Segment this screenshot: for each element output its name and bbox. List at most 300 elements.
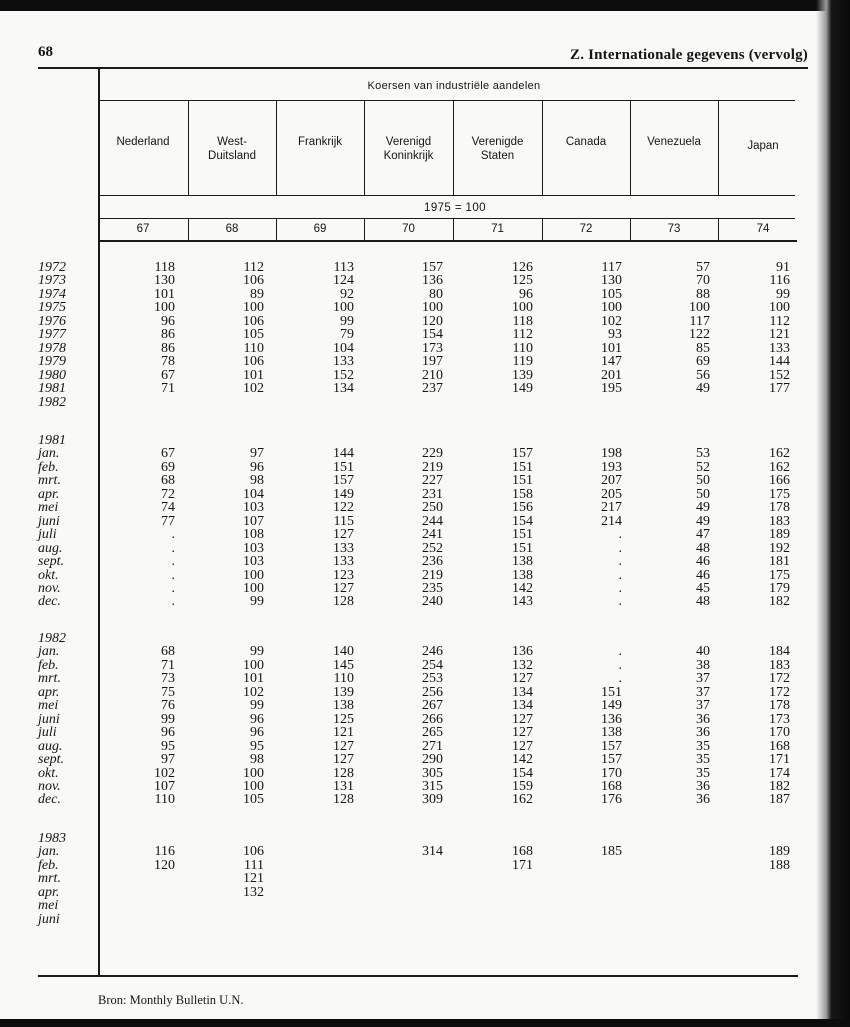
cell-frankrijk: 145 [333,657,354,673]
cell-nederland: 107 [154,778,175,794]
row-label: mei [38,898,59,914]
scan-border-right [816,0,850,1027]
table-row [0,699,800,713]
table-row [0,396,800,410]
cell-venezuela: 46 [696,567,710,583]
cell-venezuela: 38 [696,657,710,673]
cell-japan: 182 [769,778,790,794]
row-label: 1981 [38,381,66,397]
cell-verenigd-koninkrijk: 120 [422,313,443,329]
cell-venezuela: 85 [696,340,710,356]
column-header-verenigd-koninkrijk [364,135,453,163]
cell-canada: . [618,671,622,687]
cell-west-duitsland: 98 [250,473,264,489]
cell-verenigd-koninkrijk: 240 [422,594,443,610]
cell-canada: 101 [601,340,622,356]
period-label: 1983 [38,831,66,846]
column-header-line: Verenigd [385,136,432,148]
cell-japan: 178 [769,698,790,714]
table-row [0,355,800,369]
cell-japan: 133 [769,340,790,356]
cell-verenigde-staten: 162 [512,792,533,808]
row-label: 1977 [38,327,66,343]
cell-frankrijk: 149 [333,486,354,502]
cell-venezuela: 49 [696,513,710,529]
table-row [0,447,800,461]
cell-west-duitsland: 101 [243,367,264,383]
table-row [0,261,800,275]
table-title: Koersen van industriële aandelen [367,80,541,92]
cell-canada: 136 [601,711,622,727]
cell-canada: . [618,540,622,556]
cell-verenigde-staten: 168 [512,844,533,860]
cell-japan: 170 [769,725,790,741]
cell-verenigd-koninkrijk: 267 [422,698,443,714]
cell-venezuela: 37 [696,684,710,700]
cell-west-duitsland: 105 [243,327,264,343]
cell-verenigd-koninkrijk: 315 [422,778,443,794]
row-label: 1982 [38,394,66,410]
table-row [0,780,800,794]
cell-venezuela: 50 [696,486,710,502]
cell-frankrijk: 127 [333,580,354,596]
cell-nederland: 67 [161,446,175,462]
column-code: 70 [402,223,415,235]
table-row [0,713,800,727]
cell-west-duitsland: 100 [243,580,264,596]
cell-japan: 183 [769,513,790,529]
table-row [0,899,800,913]
cell-verenigd-koninkrijk: 154 [422,327,443,343]
column-code: 69 [313,223,327,235]
column-code: 72 [579,223,593,235]
row-label: jan. [38,844,60,860]
cell-verenigde-staten: 134 [512,698,533,714]
cell-japan: 181 [769,554,790,570]
cell-frankrijk: 110 [333,671,354,687]
cell-frankrijk: 157 [333,473,354,489]
row-label: juni [38,711,60,727]
cell-west-duitsland: 104 [243,486,264,502]
cell-venezuela: 35 [696,752,710,768]
cell-japan: 189 [769,844,790,860]
base-rule [98,218,795,219]
row-label: mrt. [38,473,61,489]
column-header-frankrijk [276,135,364,149]
row-label: apr. [38,884,60,900]
cell-verenigde-staten: 125 [512,273,533,289]
cell-verenigd-koninkrijk: 254 [422,657,443,673]
scan-border-bottom [0,1019,850,1027]
cell-nederland: 73 [161,671,175,687]
row-label: 1974 [38,286,66,302]
cell-west-duitsland: 103 [243,540,264,556]
cell-verenigde-staten: 151 [512,527,533,543]
cell-verenigde-staten: 136 [512,644,533,660]
cell-verenigde-staten: 149 [512,381,533,397]
table-bottom-rule [38,975,798,977]
cell-verenigd-koninkrijk: 235 [422,580,443,596]
row-label: nov. [38,778,61,794]
cell-verenigde-staten: 158 [512,486,533,502]
cell-venezuela: 36 [696,778,710,794]
cell-frankrijk: 123 [333,567,354,583]
cell-nederland: . [171,580,175,596]
cell-west-duitsland: 107 [243,513,264,529]
cell-verenigde-staten: 142 [512,580,533,596]
table-row [0,686,800,700]
cell-verenigd-koninkrijk: 236 [422,554,443,570]
cell-venezuela: 36 [696,725,710,741]
column-header-venezuela [630,135,718,149]
cell-west-duitsland: 102 [243,684,264,700]
cell-japan: 171 [769,752,790,768]
cell-venezuela: 88 [696,286,710,302]
cell-west-duitsland: 106 [243,844,264,860]
cell-japan: 184 [769,644,790,660]
row-label: feb. [38,657,59,673]
cell-canada: 201 [601,367,622,383]
cell-venezuela: 117 [689,313,710,329]
cell-verenigd-koninkrijk: 265 [422,725,443,741]
column-header-line: Frankrijk [297,136,343,148]
cell-nederland: . [171,594,175,610]
cell-verenigd-koninkrijk: 305 [422,765,443,781]
cell-venezuela: 49 [696,500,710,516]
cell-frankrijk: 122 [333,500,354,516]
table-top-rule [38,67,808,69]
title-rule [98,100,795,101]
cell-venezuela: 45 [696,580,710,596]
cell-venezuela: 36 [696,792,710,808]
cell-west-duitsland: 121 [243,871,264,887]
column-header-line: Staten [480,150,515,162]
cell-verenigd-koninkrijk: 244 [422,513,443,529]
cell-canada: 105 [601,286,622,302]
cell-verenigde-staten: 119 [512,354,533,370]
cell-verenigde-staten: 142 [512,752,533,768]
table-row [0,913,800,927]
table-row [0,315,800,329]
cell-japan: 100 [769,300,790,316]
cell-west-duitsland: 96 [250,711,264,727]
column-header-verenigde-staten [453,135,542,163]
cell-canada: 102 [601,313,622,329]
cell-japan: 121 [769,327,790,343]
cell-nederland: 71 [161,657,175,673]
cell-japan: 172 [769,671,790,687]
cell-west-duitsland: 99 [250,644,264,660]
cell-verenigd-koninkrijk: 237 [422,381,443,397]
column-header-japan [718,139,808,153]
column-header-line: West- [217,136,247,148]
cell-venezuela: 52 [696,459,710,475]
cell-canada: 176 [601,792,622,808]
column-header-line: Canada [565,136,607,148]
cell-frankrijk: 99 [340,313,354,329]
cell-nederland: 130 [154,273,175,289]
cell-west-duitsland: 100 [243,567,264,583]
column-header-line: Verenigde [471,136,524,148]
table-row [0,740,800,754]
cell-nederland: 116 [154,844,175,860]
cell-japan: 173 [769,711,790,727]
row-label: juni [38,513,60,529]
cell-venezuela: 70 [696,273,710,289]
cell-canada: . [618,567,622,583]
column-code: 67 [136,223,150,235]
cell-nederland: 86 [161,340,175,356]
cell-west-duitsland: 110 [243,340,264,356]
cell-nederland: 68 [161,644,175,660]
period-label: 1981 [38,433,66,448]
cell-west-duitsland: 100 [243,300,264,316]
row-label: aug. [38,738,63,754]
cell-frankrijk: 128 [333,594,354,610]
cell-nederland: . [171,540,175,556]
cell-verenigde-staten: 100 [512,300,533,316]
cell-verenigd-koninkrijk: 80 [429,286,443,302]
cell-west-duitsland: 106 [243,354,264,370]
cell-verenigde-staten: 112 [512,327,533,343]
column-header-line: Japan [747,140,779,152]
row-label: 1973 [38,273,66,289]
period-label: 1982 [38,631,66,646]
cell-verenigd-koninkrijk: 219 [422,567,443,583]
column-header-line: Koninkrijk [383,150,434,162]
cell-west-duitsland: 102 [243,381,264,397]
table-row [0,515,800,529]
cell-venezuela: 47 [696,527,710,543]
cell-nederland: 78 [161,354,175,370]
cell-canada: 149 [601,698,622,714]
column-header-line: Duitsland [208,150,256,162]
scan-border-top [0,0,850,11]
cell-venezuela: 37 [696,671,710,687]
cell-canada: 151 [601,684,622,700]
cell-west-duitsland: 105 [243,792,264,808]
cell-west-duitsland: 106 [243,273,264,289]
cell-frankrijk: 115 [333,513,354,529]
cell-frankrijk: 113 [333,260,354,275]
cell-verenigde-staten: 139 [512,367,533,383]
cell-nederland: 97 [161,752,175,768]
cell-nederland: 110 [154,792,175,808]
row-label: mei [38,500,59,516]
cell-west-duitsland: 103 [243,554,264,570]
cell-japan: 179 [769,580,790,596]
row-label: juli [38,527,57,543]
cell-west-duitsland: 95 [250,738,264,754]
table-row [0,645,800,659]
cell-frankrijk: 151 [333,459,354,475]
cell-japan: 162 [769,446,790,462]
cell-verenigd-koninkrijk: 157 [422,260,443,275]
cell-verenigd-koninkrijk: 136 [422,273,443,289]
column-code: 71 [491,223,504,235]
cell-frankrijk: 140 [333,644,354,660]
cell-japan: 144 [769,354,790,370]
row-label: 1979 [38,354,66,370]
row-label: okt. [38,765,59,781]
cell-canada: 193 [601,459,622,475]
cell-frankrijk: 79 [340,327,354,343]
cell-frankrijk: 152 [333,367,354,383]
cell-nederland: 95 [161,738,175,754]
cell-canada: . [618,527,622,543]
cell-canada: 198 [601,446,622,462]
table-row [0,859,800,873]
cell-frankrijk: 128 [333,792,354,808]
cell-nederland: 120 [154,857,175,873]
cell-verenigde-staten: 151 [512,540,533,556]
cell-venezuela: 36 [696,711,710,727]
cell-verenigd-koninkrijk: 197 [422,354,443,370]
cell-nederland: 77 [161,513,175,529]
cell-west-duitsland: 111 [244,857,264,873]
source-note: Bron: Monthly Bulletin U.N. [98,993,244,1007]
row-label: apr. [38,486,60,502]
cell-nederland: 100 [154,300,175,316]
table-row [0,342,800,356]
cell-canada: 207 [601,473,622,489]
row-label: sept. [38,554,65,570]
cell-japan: 99 [776,286,790,302]
cell-venezuela: 37 [696,698,710,714]
cell-japan: 175 [769,567,790,583]
cell-west-duitsland: 96 [250,725,264,741]
table-row [0,595,800,609]
cell-nederland: 74 [161,500,175,516]
cell-nederland: 96 [161,725,175,741]
column-header-west-duitsland [188,135,276,163]
cell-frankrijk: 131 [333,778,354,794]
cell-japan: 174 [769,765,790,781]
cell-west-duitsland: 100 [243,778,264,794]
cell-frankrijk: 127 [333,527,354,543]
index-base-label: 1975 = 100 [424,202,486,214]
cell-japan: 183 [769,657,790,673]
table-row [0,528,800,542]
cell-nederland: 69 [161,459,175,475]
cell-frankrijk: 127 [333,738,354,754]
cell-verenigd-koninkrijk: 266 [422,711,443,727]
cell-canada: . [618,644,622,660]
cell-japan: 116 [769,273,790,289]
row-label: dec. [38,594,61,610]
cell-frankrijk: 124 [333,273,354,289]
cell-nederland: 71 [161,381,175,397]
table-row [0,659,800,673]
cell-japan: 172 [769,684,790,700]
cell-verenigde-staten: 110 [512,340,533,356]
cell-verenigde-staten: 118 [512,313,533,329]
cell-frankrijk: 134 [333,381,354,397]
cell-venezuela: 40 [696,644,710,660]
cell-frankrijk: 128 [333,765,354,781]
table-row [0,382,800,396]
cell-frankrijk: 121 [333,725,354,741]
cell-verenigd-koninkrijk: 290 [422,752,443,768]
cell-frankrijk: 100 [333,300,354,316]
table-row [0,461,800,475]
table-row [0,328,800,342]
cell-verenigde-staten: 154 [512,513,533,529]
cell-venezuela: 57 [696,260,710,275]
cell-west-duitsland: 96 [250,459,264,475]
cell-verenigde-staten: 126 [512,260,533,275]
row-label: juli [38,725,57,741]
row-label: okt. [38,567,59,583]
cell-japan: 162 [769,459,790,475]
cell-nederland: 72 [161,486,175,502]
cell-canada: 157 [601,752,622,768]
row-label: dec. [38,792,61,808]
table-row [0,488,800,502]
table-row [0,542,800,556]
cell-canada: 138 [601,725,622,741]
cell-japan: 178 [769,500,790,516]
column-code: 74 [756,223,770,235]
cell-verenigd-koninkrijk: 100 [422,300,443,316]
cell-venezuela: 35 [696,738,710,754]
cell-west-duitsland: 112 [243,260,264,275]
table-row [0,672,800,686]
cell-venezuela: 53 [696,446,710,462]
cell-verenigd-koninkrijk: 252 [422,540,443,556]
cell-verenigd-koninkrijk: 250 [422,500,443,516]
cell-japan: 168 [769,738,790,754]
table-row [0,845,800,859]
cell-japan: 112 [769,313,790,329]
cell-venezuela: 46 [696,554,710,570]
row-label: feb. [38,857,59,873]
cell-west-duitsland: 101 [243,671,264,687]
row-label: mei [38,698,59,714]
cell-nederland: 101 [154,286,175,302]
cell-nederland: 86 [161,327,175,343]
table-row [0,501,800,515]
cell-verenigd-koninkrijk: 246 [422,644,443,660]
cell-canada: . [618,657,622,673]
cell-venezuela: 56 [696,367,710,383]
cell-japan: 192 [769,540,790,556]
cell-canada: 147 [601,354,622,370]
cell-verenigd-koninkrijk: 227 [422,473,443,489]
table-row [0,582,800,596]
cell-nederland: 75 [161,684,175,700]
cell-frankrijk: 138 [333,698,354,714]
cell-verenigde-staten: 159 [512,778,533,794]
cell-canada: 214 [601,513,622,529]
column-code: 73 [667,223,681,235]
cell-verenigde-staten: 127 [512,711,533,727]
cell-nederland: 76 [161,698,175,714]
cell-venezuela: 35 [696,765,710,781]
cell-west-duitsland: 100 [243,765,264,781]
cell-japan: 189 [769,527,790,543]
row-label: feb. [38,459,59,475]
row-label: 1978 [38,340,66,356]
row-label: mrt. [38,871,61,887]
cell-canada: 117 [601,260,622,275]
cell-verenigd-koninkrijk: 271 [422,738,443,754]
cell-nederland: 102 [154,765,175,781]
cell-verenigde-staten: 171 [512,857,533,873]
cell-verenigd-koninkrijk: 241 [422,527,443,543]
table-row [0,753,800,767]
cell-canada: 93 [608,327,622,343]
